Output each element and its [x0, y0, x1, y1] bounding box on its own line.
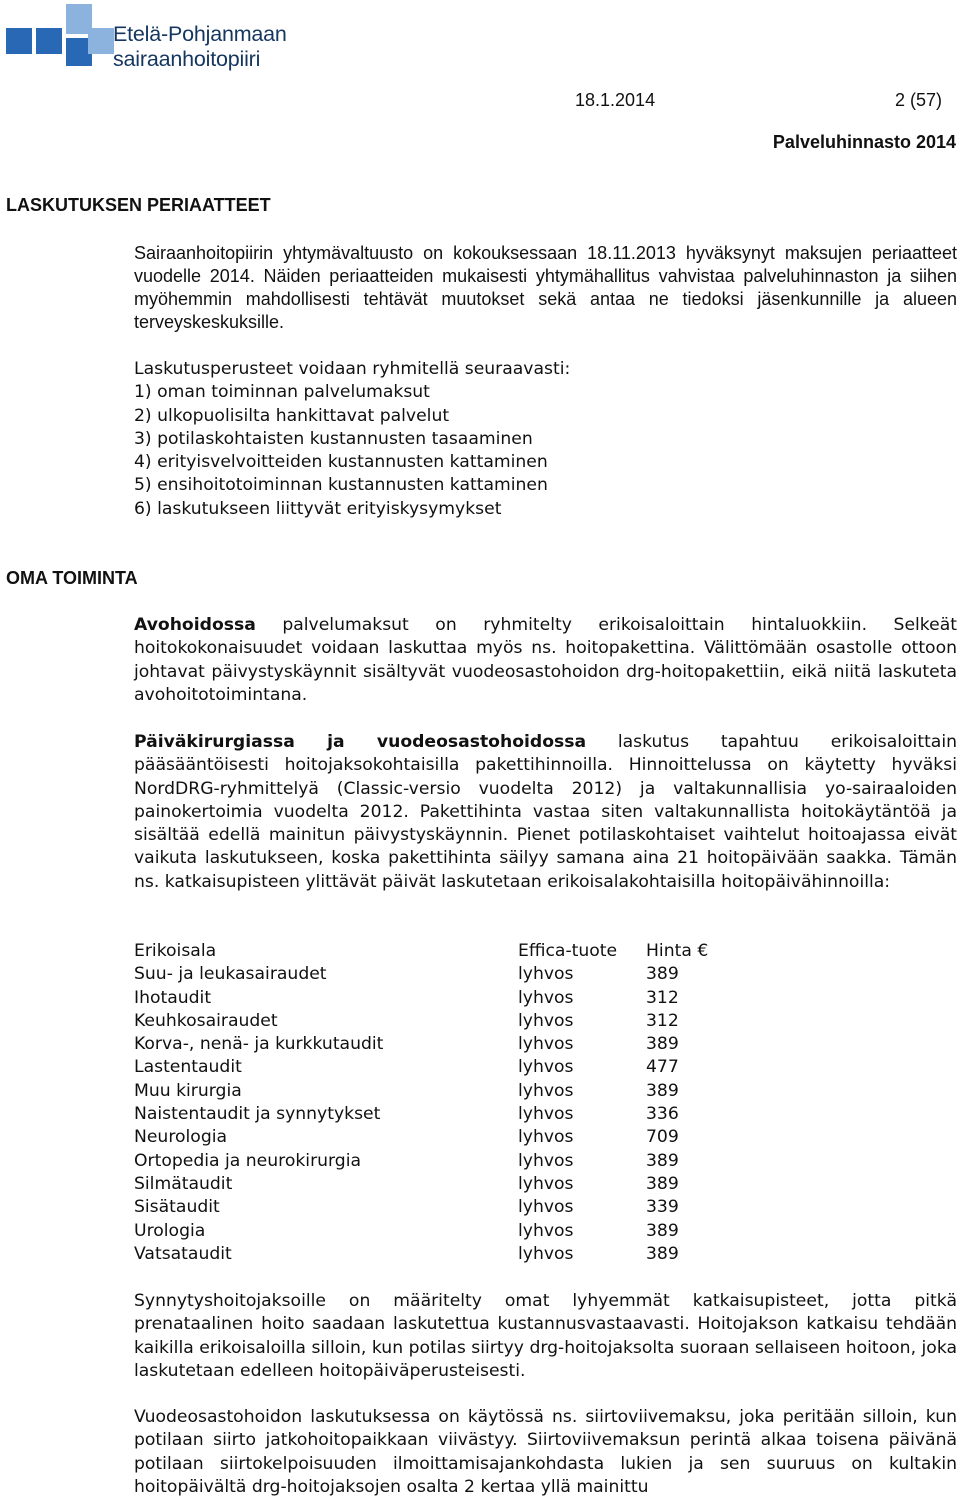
page-number: 2 (57) [895, 90, 943, 110]
cell-price: 336 [646, 1104, 679, 1125]
cell-specialty: Ihotaudit [134, 987, 212, 1008]
list-item: 3) potilaskohtaisten kustannusten tasaaminen [134, 428, 533, 449]
cell-product: lyhvos [518, 1173, 574, 1194]
list-item: 2) ulkopuolisilta hankittavat palvelut [134, 405, 450, 426]
cell-specialty: Korva-, nenä- ja kurkkutaudit [134, 1034, 384, 1055]
cell-price: 312 [646, 1010, 679, 1031]
section-heading-laskutuksen-periaatteet: LASKUTUKSEN PERIAATTEET [6, 195, 271, 215]
cell-price: 389 [646, 964, 679, 985]
column-header-specialty: Erikoisala [134, 941, 217, 961]
logo-line-2: sairaanhoitopiiri [113, 47, 261, 71]
cell-specialty: Naistentaudit ja synnytykset [134, 1104, 381, 1125]
cell-product: lyhvos [518, 1057, 574, 1078]
section-heading-oma-toiminta: OMA TOIMINTA [6, 568, 138, 588]
cell-specialty: Sisätaudit [134, 1197, 220, 1218]
list-intro: Laskutusperusteet voidaan ryhmitellä seuraavasti: [134, 359, 571, 379]
billing-basis-list [134, 358, 957, 521]
transfer-delay-paragraph: Vuodeosastohoidon laskutuksessa on käytössä ns. siirtoviivemaksu, joka peritään silloin, kun potilaan siirto jatkohoitopaikkaan viivästyy. Siirtoviivemaksun perintä alkaa toisena päivänä potilaan siirtokelpoisuuden ilmoittamisajankohdasta lukien ja sen suuruus on kultakin hoitopäivältä drg-hoitojaksojen osalta 2 kertaa yllä mainittu [134, 1407, 957, 1497]
document-date: 18.1.2014 [575, 90, 656, 110]
cell-price: 312 [646, 987, 679, 1008]
cell-price: 477 [646, 1057, 679, 1078]
day-surgery-text: laskutus tapahtuu erikoisaloittain pääsääntöisesti hoitojaksokohtaisilla pakettihinnoilla. Hinnoittelussa on käytetty hyväksi NordDRG-ryhmittelyä (Classic-versio vuodelta 2012) ja valtakunnallisia yo-sairaaloiden painokertoimia vuodelta 2012. Pakettihinta vastaa siten valtakunnallista hoitokäytäntöä ja sisältää edellä mainitun päivystyskäynnin. Pienet potilaskohtaiset vaihtelut hoitoajassa eivät vaikuta laskutukseen, koska pakettihinta säilyy samana aina 21 hoitopäivään saakka. Tämän ns. katkaisupisteen ylittävät päivät laskutetaan erikoisalakohtaisilla hoitopäivähinnoilla: [134, 732, 958, 892]
outpatient-paragraph [134, 614, 957, 707]
cell-product: lyhvos [518, 1243, 574, 1264]
cell-specialty: Vatsataudit [134, 1243, 232, 1264]
document-title: Palveluhinnasto 2014 [772, 132, 956, 152]
cell-product: lyhvos [518, 1034, 574, 1055]
cell-product: lyhvos [518, 1080, 574, 1101]
cell-specialty: Urologia [134, 1220, 206, 1241]
column-header-product: Effica-tuote [518, 941, 618, 961]
list-item: 1) oman toiminnan palvelumaksut [134, 382, 430, 403]
outpatient-text: palvelumaksut on ryhmitelty erikoisaloittain hintaluokkiin. Selkeät hoitokokonaisuudet voidaan laskuttaa myös ns. hoitopakettina. Välittömään osastolle ottoon johtavat päivystyskäynnit sisältyvät vuodeosastohoidon drg-hoitopakettiin, eikä niitä laskuteta avohoitotoimintana. [134, 615, 957, 705]
cell-product: lyhvos [518, 987, 574, 1008]
organization-logo [4, 2, 324, 72]
cell-specialty: Ortopedia ja neurokirurgia [134, 1150, 362, 1171]
cell-price: 709 [646, 1127, 679, 1148]
cell-product: lyhvos [518, 1104, 574, 1125]
list-item: 4) erityisvelvoitteiden kustannusten kattaminen [134, 452, 548, 473]
column-header-price: Hinta € [646, 941, 709, 961]
cell-price: 389 [646, 1220, 679, 1241]
logo-line-1: Etelä-Pohjanmaan [113, 22, 287, 46]
cell-product: lyhvos [518, 1197, 574, 1218]
cell-price: 389 [646, 1080, 679, 1101]
cell-price: 389 [646, 1150, 679, 1171]
cell-specialty: Silmätaudit [134, 1173, 233, 1194]
list-item: 6) laskutukseen liittyvät erityiskysymykset [134, 498, 502, 519]
cell-product: lyhvos [518, 1127, 574, 1148]
cell-product: lyhvos [518, 1150, 574, 1171]
cross-logo-icon [4, 2, 116, 72]
list-item: 5) ensihoitotoiminnan kustannusten kattaminen [134, 475, 548, 496]
cell-specialty: Keuhkosairaudet [134, 1010, 278, 1031]
intro-paragraph: Sairaanhoitopiirin yhtymävaltuusto on kokouksessaan 18.11.2013 hyväksynyt maksujen periaatteet vuodelle 2014. Näiden periaatteiden mukaisesti yhtymähallitus vahvistaa palveluhinnaston ja siihen myöhemmin mahdollisesti tehtävät muutokset sekä antaa ne tiedoksi jäsenkunnille ja alueen terveyskeskuksille. [134, 243, 957, 332]
cell-price: 389 [646, 1034, 679, 1055]
cell-specialty: Suu- ja leukasairaudet [134, 964, 327, 985]
cell-product: lyhvos [518, 1220, 574, 1241]
cell-specialty: Lastentaudit [134, 1057, 242, 1078]
cell-product: lyhvos [518, 964, 574, 985]
cell-product: lyhvos [518, 1010, 574, 1031]
cell-price: 389 [646, 1243, 679, 1264]
outpatient-term: Avohoidossa [134, 615, 256, 635]
day-surgery-term: Päiväkirurgiassa ja vuodeosastohoidossa [134, 732, 587, 752]
cell-specialty: Neurologia [134, 1127, 228, 1148]
birth-episodes-paragraph: Synnytyshoitojaksoille on määritelty omat lyhyemmät katkaisupisteet, jotta pitkä prenataalinen hoito saadaan laskutettua kustannusvastaavasti. Hoitojakson katkaisu tehdään kaikilla erikoisaloilla silloin, kun potilas siirtyy drg-hoitojaksolta suoraan sellaiseen hoitoon, joka laskutetaan edelleen hoitopäiväperusteisesti. [134, 1291, 957, 1381]
day-surgery-paragraph [134, 731, 957, 894]
cell-price: 389 [646, 1173, 679, 1194]
cell-specialty: Muu kirurgia [134, 1080, 242, 1101]
cell-price: 339 [646, 1197, 679, 1218]
